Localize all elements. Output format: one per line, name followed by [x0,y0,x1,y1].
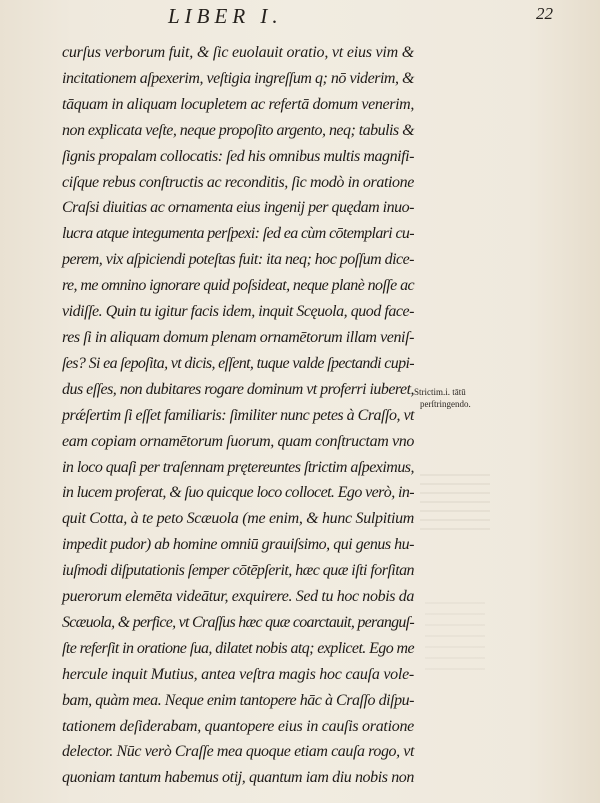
show-through-bleed [420,470,490,530]
text-line: curſus verborum fuit, & ſic euolauit oratio, vt eius vim & [62,44,415,61]
running-head: LIBER I. [168,4,283,28]
text-line: bam, quàm mea. Neque enim tantopere hāc à Craſſo diſpu- [62,691,415,709]
text-line: ſignis propalam collocatis: ſed his omnibus multis magnifi- [62,147,414,165]
text-line: puerorum elemēta videātur, exquirere. Sed tu hoc nobis da [62,588,415,606]
text-line: iuſmodi diſputationis ſemper cōtēpſerit, hæc quæ iſti forſitan [62,562,415,580]
text-line: tāquam in aliquam locupletem ac refertā domum venerim, [62,95,415,113]
text-line: ſes? Si ea ſepoſita, vt dicis, eſſent, tuque valde ſpectandi cupi- [62,354,414,372]
text-line: perem, vix aſpiciendi poteſtas fuit: ita neq; hoc poſſum dice- [62,251,414,269]
text-line: re, me omnino ignorare quid poſsideat, neque planè noſſe ac [62,277,415,295]
margin-note-line: perſtringendo. [420,399,471,409]
text-line: res ſi in aliquam domum plenam ornamētorum illam veniſ- [62,328,415,346]
body-text [62,40,414,791]
margin-note [414,386,494,410]
text-line: in lucem proferat, & ſuo quicque loco collocet. Ego verò, in- [62,484,415,502]
text-line: hercule inquit Mutius, antea veſtra magis hoc cauſa vole- [62,665,414,683]
text-line: Scæuola, & perfice, vt Craſſus hæc quæ coarctauit, peranguſ- [62,613,414,631]
text-line: delector. Nūc verò Craſſe mea quoque etiam cauſa rogo, vt [62,743,414,761]
text-line: in loco quaſi per traſennam prętereuntes ſtrictim aſpeximus, [62,458,414,476]
text-line: non explicata veſte, neque propoſito argento, neq; tabulis & [62,121,415,139]
text-line: quoniam tantum habemus otij, quantum iam diu nobis non [62,769,415,787]
text-line: dus eſſes, non dubitares rogare dominum vt proferri iuberet, [62,380,415,398]
text-line: impedit pudor) ab homine omniū grauiſsimo, qui genus hu- [62,536,415,554]
text-line: lucra atque integumenta perſpexi: ſed ea cùm cōtemplari cu- [62,225,415,243]
text-line: prǽſertim ſi eſſet familiaris: ſimiliter nunc petes à Craſſo, vt [62,406,414,424]
show-through-bleed [425,600,485,670]
text-line: incitationem aſpexerim, veſtigia ingreſſum q; nō viderim, & [62,69,415,87]
margin-note-line: Strictim.i. tātū [414,387,466,397]
text-line: quit Cotta, à te peto Scæuola (me enim, & hunc Sulpitium [62,510,415,528]
text-line: Craſsi diuitias ac ornamenta eius ingenij per quędam inuo- [62,199,415,217]
page-number: 22 [536,4,553,23]
text-line: eam copiam ornamētorum ſuorum, quam conſtructam vno [62,432,414,450]
text-line: vidiſſe. Quin tu igitur facis idem, inquit Scęuola, quod face- [62,303,414,321]
text-line: tationem deſiderabam, quantopere eius in cauſis oratione [62,717,414,735]
text-line: ciſque rebus conſtructis ac reconditis, ſic modò in oratione [62,173,414,191]
text-line: ſte referſit in oratione ſua, dilatet nobis atq; explicet. Ego me [62,639,414,657]
